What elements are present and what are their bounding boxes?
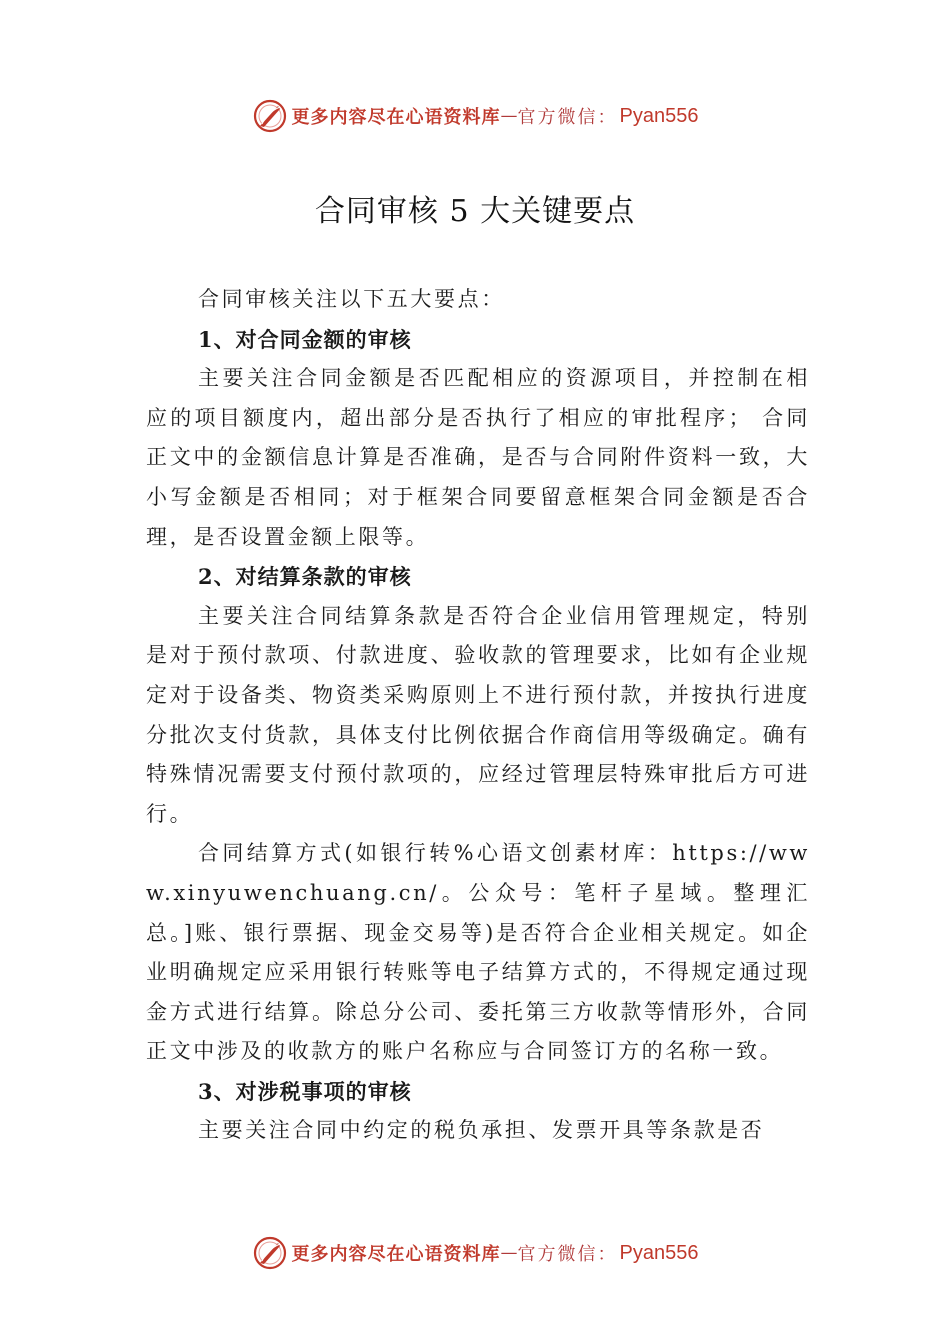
quill-logo-icon [252,1235,288,1271]
banner-wechat-label: 官方微信： [517,1244,618,1265]
banner-text: 更多内容尽在心语资料库 [291,107,501,128]
banner-text: 更多内容尽在心语资料库 [291,1244,501,1265]
document-body [146,280,810,1151]
footer-watermark [0,1233,950,1273]
section-heading: 2、对结算条款的审核 [198,564,412,590]
section-paragraph: 主要关注合同金额是否匹配相应的资源项目，并控制在相应的项目额度内，超出部分是否执行了相应的审批程序； 合同正文中的金额信息计算是否准确，是否与合同附件资料一致，大小写金额是否相同；对于框架合同要留意框架合同金额是否合理，是否设置金额上限等。 [146,366,810,549]
intro-paragraph: 合同审核关注以下五大要点： [198,287,505,311]
section-paragraph: 主要关注合同结算条款是否符合企业信用管理规定，特别是对于预付款项、付款进度、验收款的管理要求，比如有企业规定对于设备类、物资类采购原则上不进行预付款，并按执行进度分批次支付货款，具体支付比例依据合作商信用等级确定。确有特殊情况需要支付预付款项的，应经过管理层特殊审批后方可进行。 [146,603,810,826]
section-paragraph: 主要关注合同中约定的税负承担、发票开具等条款是否 [198,1118,765,1143]
banner-wechat-label: 官方微信： [517,107,618,128]
banner-dash: — [500,106,518,126]
banner-wechat-id: Pyan556 [619,104,699,127]
banner-dash: — [500,1243,518,1263]
quill-logo-icon [252,98,288,134]
section-heading: 3、对涉税事项的审核 [198,1078,412,1104]
banner-wechat-id: Pyan556 [619,1241,699,1264]
header-watermark [0,96,950,136]
document-title: 合同审核 5 大关键要点 [314,194,636,229]
section-paragraph: 合同结算方式(如银行转%心语文创素材库：https://www.xinyuwenchuang.cn/。公众号：笔杆子星域。整理汇总。]账、银行票据、现金交易等)是否符合企业相关规定。如企业明确规定应采用银行转账等电子结算方式的，不得规定通过现金方式进行结算。除总分公司、委托第三方收款等情形外，合同正文中涉及的收款方的账户名称应与合同签订方的名称一致。 [146,841,810,1064]
section-heading: 1、对合同金额的审核 [198,326,412,352]
